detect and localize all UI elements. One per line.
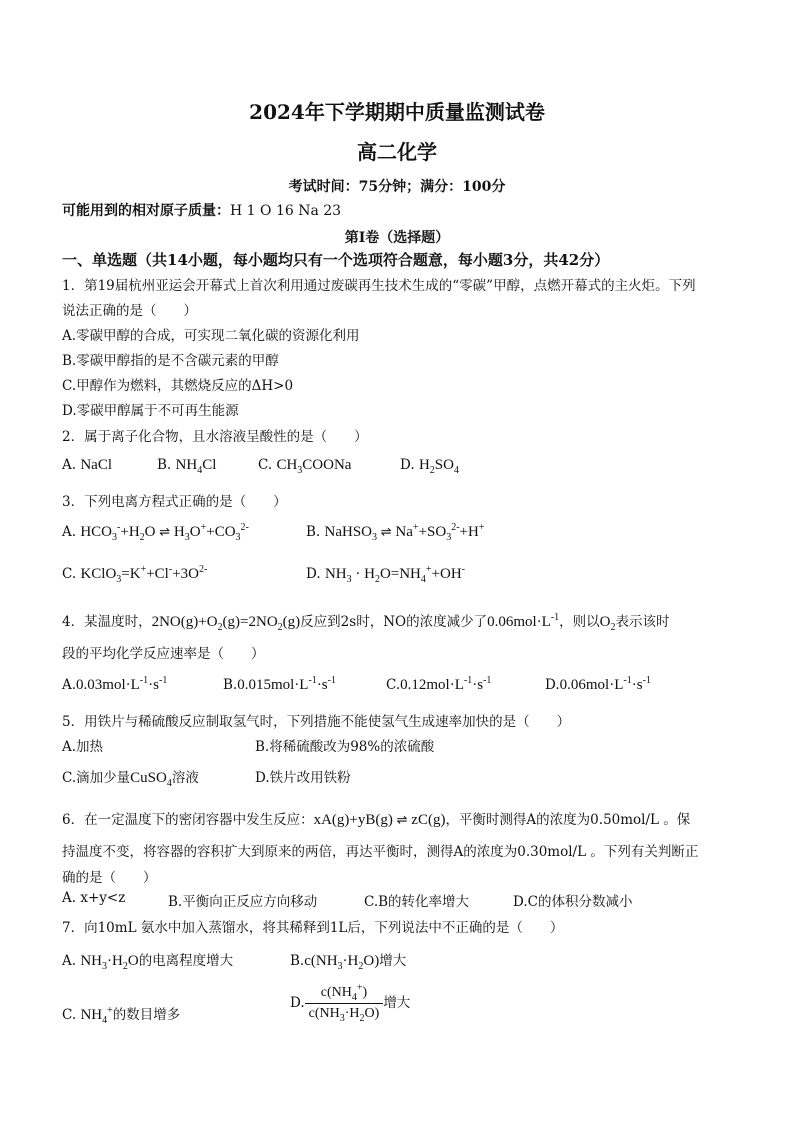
q5-option-b: B.将稀硫酸改为98%的浓硫酸	[255, 739, 435, 755]
q4-b-value: $0.015mol\cdot L^{-1}\cdot s^{-1}$	[237, 675, 336, 693]
exam-info: 考试时间：75分钟；满分：100分	[288, 179, 506, 195]
q4-option-d	[545, 677, 651, 694]
q7-option-a	[62, 949, 233, 970]
q4-stem-suffix: 表示该时	[615, 614, 670, 630]
q7-option-c	[62, 1003, 180, 1024]
q5-option-a: A.加热	[62, 739, 104, 755]
q5-c-formula: CuSO$_4$	[130, 770, 172, 789]
q3-stem: 3．下列电离方程式正确的是（ ）	[62, 494, 287, 510]
q2-a-formula: NaCl	[80, 457, 113, 473]
q4-c-value: $0.12mol\cdot L^{-1}\cdot s^{-1}$	[400, 675, 492, 693]
q4-d-label: D.	[545, 677, 560, 693]
q4-stem-prefix: 4．某温度时，	[62, 614, 152, 630]
q4-stem-mid1: 反应到2s时，NO的浓度减少了	[300, 614, 488, 630]
q3-option-c	[62, 566, 207, 583]
q1-option-c: C.甲醇作为燃料，其燃烧反应的ΔH>0	[62, 378, 294, 394]
q7-c-suffix: 的数目增多	[112, 1007, 181, 1023]
q2-b-label: B.	[157, 457, 172, 473]
q7-c-formula: $NH_4^+$	[80, 1005, 113, 1026]
q4-option-b	[223, 677, 336, 694]
q4-stem-line1	[62, 610, 670, 631]
q7-a-suffix: 的电离程度增大	[138, 953, 234, 969]
q6-stem-suffix: ，平衡时测得A的浓度为0.50mol/L 。保	[445, 812, 691, 828]
q1-stem-line2: 说法正确的是（ ）	[62, 303, 197, 319]
q4-o2: $O_2$	[599, 614, 616, 633]
q2-option-a	[62, 457, 112, 474]
q6-reaction: xA(g)+yB(g) ⇌ zC(g)	[313, 812, 446, 828]
subject-title: 高二化学	[357, 140, 437, 164]
q4-c-label: C.	[386, 677, 401, 693]
q7-option-d	[290, 982, 411, 1024]
atomic-mass-values: H 1 O 16 Na 23	[230, 203, 342, 219]
q5-option-d: D.铁片改用铁粉	[255, 770, 351, 786]
q7-b-suffix: 增大	[379, 953, 407, 969]
q4-option-a	[62, 677, 167, 694]
q7-b-label: B.	[290, 953, 305, 969]
q2-d-formula: $H_2SO_4$	[418, 457, 459, 476]
q6-option-d: D.C的体积分数减小	[513, 894, 633, 910]
q7-option-b	[290, 949, 406, 970]
q7-b-formula: $c(NH_3\cdot H_2O)$	[304, 953, 380, 972]
q3-c-equation: $KClO_3=K^++Cl^-+3O^{2-}$	[80, 564, 208, 585]
q6-option-a: A. x+y<z	[62, 890, 126, 906]
q2-c-formula: $CH_3COONa$	[276, 457, 352, 476]
q4-a-value: $0.03mol\cdot L^{-1}\cdot s^{-1}$	[76, 675, 168, 693]
q3-b-label: B.	[306, 524, 321, 540]
q4-stem-line2: 段的平均化学反应速率是（ ）	[62, 646, 265, 662]
q2-option-d	[400, 457, 459, 474]
q7-d-denominator: $c(NH_3\cdot H_2O)$	[308, 1006, 380, 1024]
q2-option-c	[258, 457, 351, 474]
q5-c-suffix: 溶液	[171, 770, 199, 786]
q7-a-label: A.	[62, 953, 77, 969]
q7-d-numerator: $c(NH_4^+)$	[305, 985, 384, 1004]
q3-d-equation: $NH_3 \cdot H_2O=NH_4^++OH^-$	[324, 564, 466, 585]
atomic-mass-line	[62, 200, 341, 220]
q4-d-value: $0.06mol\cdot L^{-1}\cdot s^{-1}$	[559, 675, 651, 693]
q6-option-b: B.平衡向正反应方向移动	[168, 894, 318, 910]
q3-c-label: C.	[62, 566, 77, 582]
q2-option-b	[157, 457, 216, 474]
q3-b-equation: NaHSO$_3$ ⇌ $Na^++SO_3^{2-}+H^+$	[324, 522, 485, 543]
part-title: 第I卷（选择题）	[344, 230, 450, 246]
q4-reaction: $2NO(g)+O_2(g)=2NO_2(g)$	[151, 614, 301, 633]
q3-option-b	[306, 524, 484, 541]
q3-d-label: D.	[306, 566, 321, 582]
q6-stem-line2: 持温度不变，将容器的容积扩大到原来的两倍，再达平衡时，测得A的浓度为0.30mol/L 。下列有关判断正	[62, 844, 699, 860]
q1-option-a: A.零碳甲醇的合成，可实现二氧化碳的资源化利用	[62, 328, 360, 344]
q1-stem-line1: 1．第19届杭州亚运会开幕式上首次利用通过废碳再生技术生成的“零碳”甲醇，点燃开幕式的主火炬。下列	[62, 278, 696, 294]
q2-c-label: C.	[258, 457, 273, 473]
q6-stem-line3: 确的是（ ）	[62, 870, 157, 886]
q3-option-d	[306, 566, 465, 583]
q7-d-suffix: 增大	[383, 995, 411, 1011]
q4-stem-mid2: ，则以	[559, 614, 600, 630]
q1-option-d: D.零碳甲醇属于不可再生能源	[62, 403, 239, 419]
exam-title: 2024年下学期期中质量监测试卷	[249, 100, 545, 124]
q3-a-label: A.	[62, 524, 77, 540]
q7-a-formula: $NH_3\cdot H_2O$	[80, 953, 139, 972]
q4-b-label: B.	[223, 677, 238, 693]
q3-option-a	[62, 524, 249, 541]
q4-option-c	[386, 677, 491, 694]
q4-a-label: A.	[62, 677, 77, 693]
q2-d-label: D.	[400, 457, 415, 473]
atomic-mass-label: 可能用到的相对原子质量：	[62, 203, 230, 219]
q4-concentration: $0.06mol\cdot L^{-1}$	[487, 612, 560, 630]
q2-b-formula: $NH_4Cl$	[175, 457, 217, 476]
q1-option-b: B.零碳甲醇指的是不含碳元素的甲醇	[62, 353, 279, 369]
q6-stem-prefix: 6．在一定温度下的密闭容器中发生反应：	[62, 812, 314, 828]
q2-a-label: A.	[62, 457, 77, 473]
q6-option-c: C.B的转化率增大	[364, 894, 470, 910]
section-title: 一、单选题（共14小题，每小题均只有一个选项符合题意，每小题3分，共42分）	[62, 251, 610, 269]
q5-stem: 5．用铁片与稀硫酸反应制取氢气时，下列措施不能使氢气生成速率加快的是（ ）	[62, 714, 571, 730]
q7-d-label: D.	[290, 995, 305, 1011]
q7-c-label: C.	[62, 1007, 77, 1023]
q7-d-fraction	[305, 982, 384, 1024]
q7-stem: 7．向10mL 氨水中加入蒸馏水，将其稀释到1L后，下列说法中不正确的是（ ）	[62, 920, 564, 936]
q3-a-equation: $HCO_3^-+H_2O$ ⇌ $H_3O^++CO_3^{2-}$	[80, 522, 249, 543]
q2-stem: 2．属于离子化合物，且水溶液呈酸性的是（ ）	[62, 429, 368, 445]
q5-option-c	[62, 766, 199, 787]
q5-c-prefix: C.滴加少量	[62, 770, 131, 786]
q6-stem-line1	[62, 808, 690, 829]
